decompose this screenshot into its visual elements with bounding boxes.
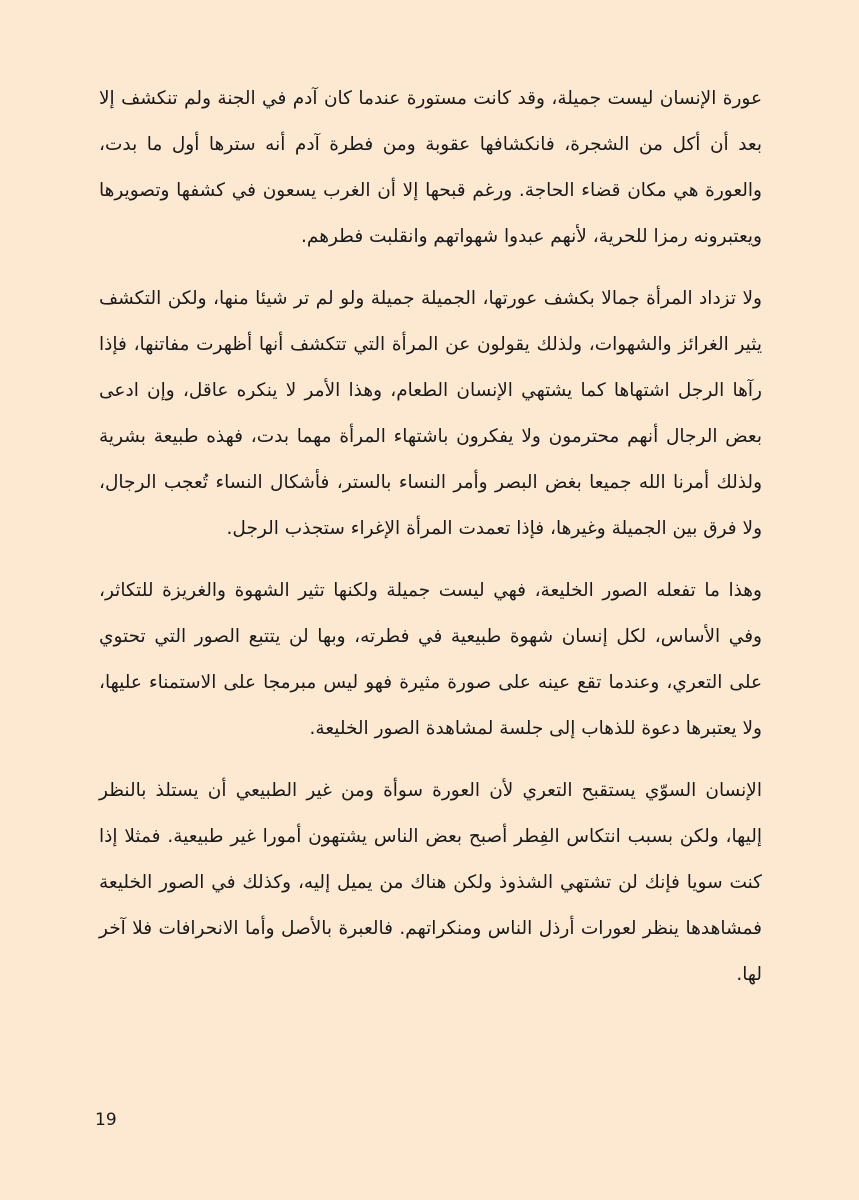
body-text	[99, 76, 762, 1014]
paragraph-1: عورة الإنسان ليست جميلة، وقد كانت مستورة عندما كان آدم في الجنة ولم تنكشف إلا بعد أن أكل من الشجرة، فانكشافها عقوبة ومن فطرة آدم أنه سترها أول ما بدت، والعورة هي مكان قضاء الحاجة. ورغم قبحها إلا أن الغرب يسعون في كشفها وتصويرها ويعتبرونه رمزا للحرية، لأنهم عبدوا شهواتهم وانقلبت فطرهم.	[99, 88, 762, 247]
paragraph-2: ولا تزداد المرأة جمالا بكشف عورتها، الجميلة جميلة ولو لم تر شيئا منها، ولكن التكشف يثير الغرائز والشهوات، ولذلك يقولون عن المرأة التي تتكشف أنها أظهرت مفاتنها، فإذا رآها الرجل اشتهاها كما يشتهي الإنسان الطعام، وهذا الأمر لا ينكره عاقل، وإن ادعى بعض الرجال أنهم محترمون ولا يفكرون باشتهاء المرأة مهما بدت، فهذه طبيعة بشرية ولذلك أمرنا الله جميعا بغض البصر وأمر النساء بالستر، فأشكال النساء تُعجب الرجال، ولا فرق بين الجميلة وغيرها، فإذا تعمدت المرأة الإغراء ستجذب الرجل.	[99, 288, 762, 539]
paragraph-4: الإنسان السوّي يستقبح التعري لأن العورة سوأة ومن غير الطبيعي أن يستلذ بالنظر إليها، ولكن بسبب انتكاس الفِطر أصبح بعض الناس يشتهون أمورا غير طبيعية. فمثلا إذا كنت سويا فإنك لن تشتهي الشذوذ ولكن هناك من يميل إليه، وكذلك في الصور الخليعة فمشاهدها ينظر لعورات أرذل الناس ومنكراتهم. فالعبرة بالأصل وأما الانحرافات فلا آخر لها.	[99, 780, 762, 985]
page-number: 19	[95, 1110, 117, 1130]
paragraph-3: وهذا ما تفعله الصور الخليعة، فهي ليست جميلة ولكنها تثير الشهوة والغريزة للتكاثر، وفي الأساس، لكل إنسان شهوة طبيعية في فطرته، وبها لن يتتبع الصور التي تحتوي على التعري، وعندما تقع عينه على صورة مثيرة فهو ليس مبرمجا على الاستمناء عليها، ولا يعتبرها دعوة للذهاب إلى جلسة لمشاهدة الصور الخليعة.	[99, 580, 762, 739]
